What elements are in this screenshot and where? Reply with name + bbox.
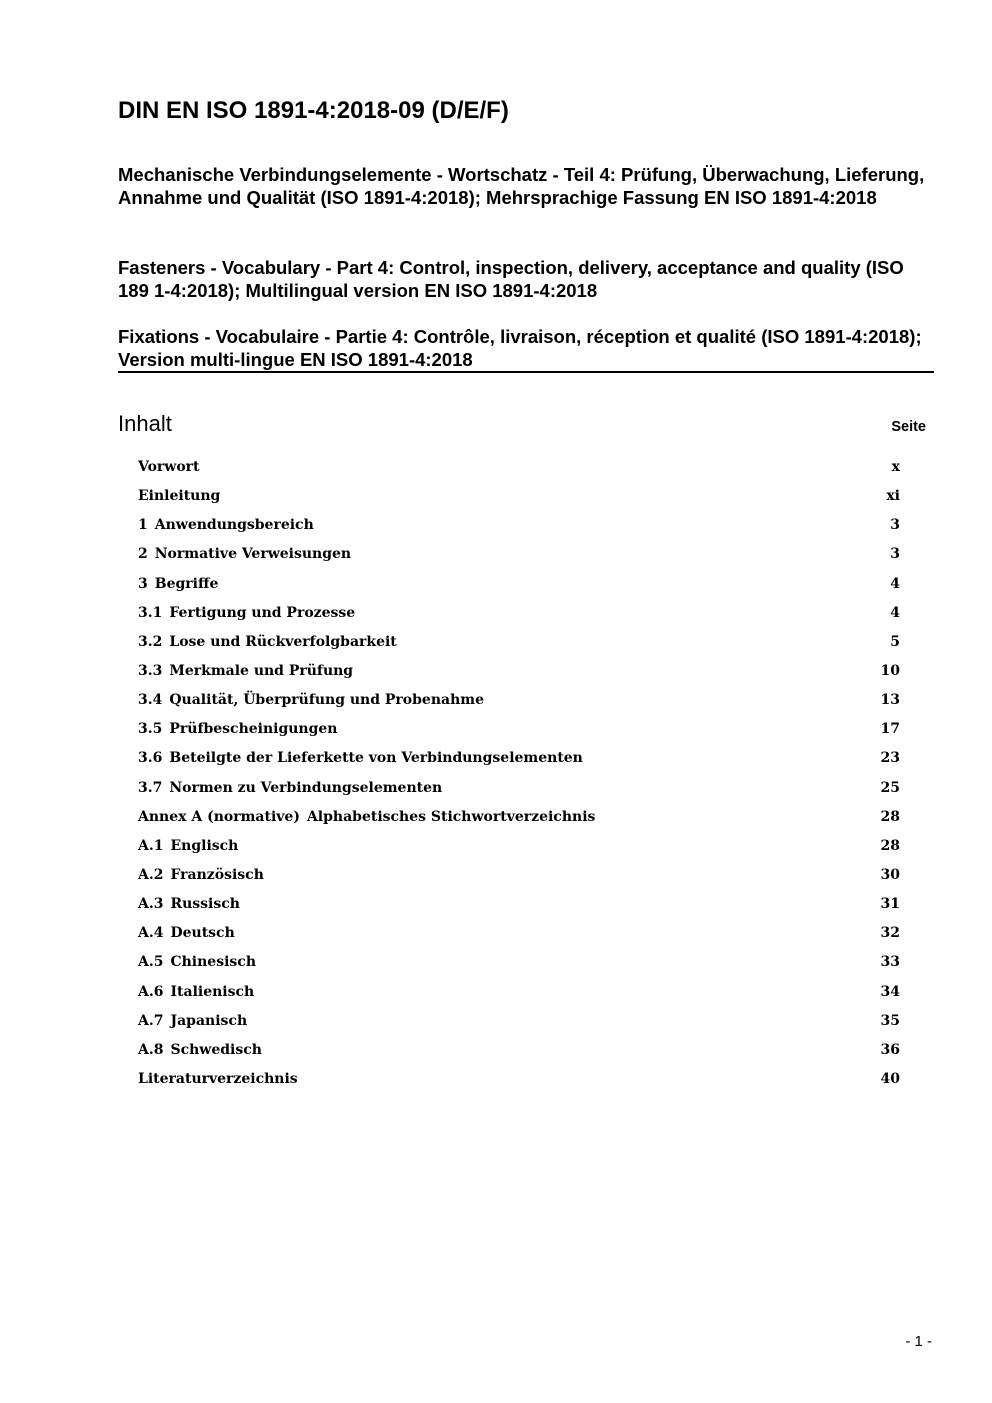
toc-entry-label: Japanisch xyxy=(170,1012,248,1029)
toc-entry-page: 36 xyxy=(880,1041,900,1058)
subtitle-french: Fixations - Vocabulaire - Partie 4: Contrôle, livraison, réception et qualité (ISO 1891-4:2018); Version multi-lingue EN ISO 1891-4:2018 xyxy=(118,326,922,370)
toc-entry-page: 3 xyxy=(890,546,900,563)
toc-entry[interactable] xyxy=(138,774,900,803)
toc-entry-number: Annex A (normative) xyxy=(138,808,300,825)
toc-entry[interactable] xyxy=(138,511,900,540)
toc-heading: Inhalt xyxy=(118,411,172,436)
subtitle-german: Mechanische Verbindungselemente - Wortschatz - Teil 4: Prüfung, Überwachung, Lieferung, Annahme und Qualität (ISO 1891-4:2018); Mehrsprachige Fassung EN ISO 1891-4:2018 xyxy=(118,164,925,208)
toc-entry-label: Normen zu Verbindungselementen xyxy=(169,779,443,796)
header-divider xyxy=(118,371,934,373)
toc-entry-page: x xyxy=(891,459,900,475)
toc-entry-label: Russisch xyxy=(170,896,240,913)
toc-entry[interactable] xyxy=(138,803,900,832)
toc-entry-number: 3.1 xyxy=(138,604,163,621)
toc-entry[interactable] xyxy=(138,686,900,715)
toc-entry-label: Normative Verweisungen xyxy=(154,546,352,563)
toc-entry[interactable] xyxy=(138,948,900,977)
toc-entry[interactable] xyxy=(138,657,900,686)
toc-entry-page: 33 xyxy=(880,954,900,971)
toc-entry[interactable] xyxy=(138,482,900,511)
toc-entry-number: 3.2 xyxy=(138,633,163,650)
toc-entry-page: 10 xyxy=(880,662,900,679)
toc-entry[interactable] xyxy=(138,861,900,890)
toc-entry-label: Alphabetisches Stichwortverzeichnis xyxy=(306,808,596,825)
toc-entry[interactable] xyxy=(138,890,900,919)
toc-entry[interactable] xyxy=(138,715,900,744)
toc-entry-label: Lose und Rückverfolgbarkeit xyxy=(169,633,397,650)
toc-entry-page: 5 xyxy=(890,633,900,650)
toc-entry-page: 17 xyxy=(880,721,900,738)
toc-entry-page: 30 xyxy=(880,866,900,883)
toc-entry-page: 4 xyxy=(890,575,900,592)
toc-entry-number: 3.7 xyxy=(138,779,163,796)
toc-entry-number: 3.6 xyxy=(138,750,163,767)
toc-entry-number: A.6 xyxy=(138,983,164,1000)
toc-entry-number: 2 xyxy=(138,546,148,563)
toc-entry-page: 28 xyxy=(880,808,900,825)
toc-entry[interactable] xyxy=(138,628,900,657)
toc-entry-label: Französisch xyxy=(170,866,264,883)
toc-entry-page: 32 xyxy=(880,925,900,942)
toc-entry-page: 34 xyxy=(880,983,900,1000)
toc-entry-number: 3.3 xyxy=(138,662,163,679)
toc-entry[interactable] xyxy=(138,744,900,773)
toc-entry-label: Begriffe xyxy=(154,575,219,592)
toc-entry[interactable] xyxy=(138,978,900,1007)
toc-entry[interactable] xyxy=(138,832,900,861)
toc-entry-label: Prüfbescheinigungen xyxy=(169,721,338,738)
toc-entry-number: A.3 xyxy=(138,896,164,913)
toc-entry-number: A.1 xyxy=(138,837,164,854)
toc-entry-page: 31 xyxy=(880,896,900,913)
toc-entry-number: A.8 xyxy=(138,1041,164,1058)
toc-entry-page: 4 xyxy=(890,604,900,621)
toc-entry-label: Englisch xyxy=(170,837,239,854)
toc-entry[interactable] xyxy=(138,1007,900,1036)
toc-entry[interactable] xyxy=(138,570,900,599)
toc-entry-page: 28 xyxy=(880,837,900,854)
toc-entry-number: 1 xyxy=(138,517,148,534)
toc-entry[interactable] xyxy=(138,540,900,569)
toc-entry-label: Einleitung xyxy=(138,488,221,505)
table-of-contents xyxy=(138,453,900,1094)
toc-entry-page: 23 xyxy=(880,750,900,767)
toc-entry[interactable] xyxy=(138,919,900,948)
toc-entry-page: 35 xyxy=(880,1012,900,1029)
toc-entry[interactable] xyxy=(138,1065,900,1094)
toc-entry-label: Vorwort xyxy=(138,459,200,475)
toc-entry-number: A.4 xyxy=(138,925,164,942)
toc-entry[interactable] xyxy=(138,599,900,628)
toc-entry-label: Chinesisch xyxy=(170,954,256,971)
toc-entry[interactable] xyxy=(138,1036,900,1065)
toc-entry-number: 3 xyxy=(138,575,148,592)
toc-entry-label: Qualität, Überprüfung und Probenahme xyxy=(169,692,484,709)
toc-entry-number: A.5 xyxy=(138,954,164,971)
toc-entry-page: 3 xyxy=(890,517,900,534)
toc-entry-label: Merkmale und Prüfung xyxy=(169,662,354,679)
toc-entry-number: A.2 xyxy=(138,866,164,883)
toc-entry-page: 25 xyxy=(880,779,900,796)
toc-entry[interactable] xyxy=(138,453,900,482)
toc-entry-number: 3.5 xyxy=(138,721,163,738)
toc-entry-number: A.7 xyxy=(138,1012,164,1029)
toc-entry-label: Anwendungsbereich xyxy=(154,517,314,534)
page-number: - 1 - xyxy=(905,1333,932,1350)
toc-entry-number: 3.4 xyxy=(138,692,163,709)
toc-entry-label: Beteilgte der Lieferkette von Verbindungselementen xyxy=(169,750,583,767)
toc-entry-label: Schwedisch xyxy=(170,1041,262,1058)
toc-entry-label: Fertigung und Prozesse xyxy=(169,604,356,621)
subtitle-english: Fasteners - Vocabulary - Part 4: Control, inspection, delivery, acceptance and quality (ISO 189 1-4:2018); Multilingual version EN ISO 1891-4:2018 xyxy=(118,257,904,301)
toc-entry-label: Italienisch xyxy=(170,983,255,1000)
document-title: DIN EN ISO 1891-4:2018-09 (D/E/F) xyxy=(118,97,509,124)
toc-page-column-label: Seite xyxy=(891,419,926,435)
toc-entry-label: Literaturverzeichnis xyxy=(138,1070,298,1087)
toc-entry-page: xi xyxy=(886,488,900,505)
toc-entry-page: 40 xyxy=(880,1070,900,1087)
toc-entry-page: 13 xyxy=(880,692,900,709)
toc-entry-label: Deutsch xyxy=(170,925,235,942)
